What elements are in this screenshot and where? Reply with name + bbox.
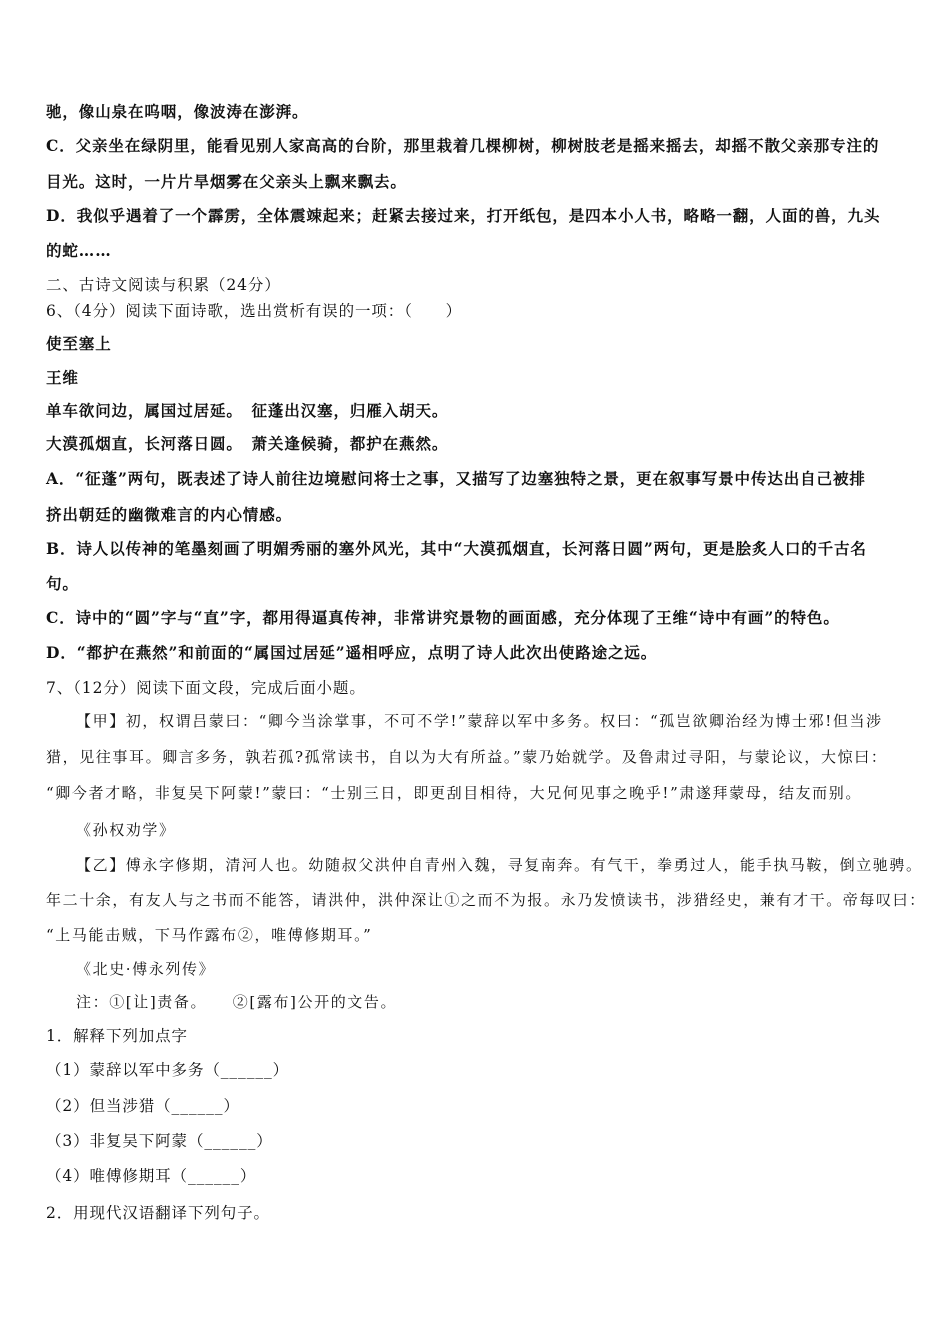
option-d-line: 的蛇…… (46, 241, 112, 260)
annotation-note: 注：①[让]责备。 ②[露布]公开的文告。 (76, 993, 398, 1011)
option-c-line: C．诗中的“圆”字与“直”字，都用得逼真传神，非常讲究景物的画面感，充分体现了王维“诗中有画”的特色。 (46, 608, 840, 627)
paragraph-line: 驰，像山泉在呜咽，像波涛在澎湃。 (46, 102, 309, 121)
question-7-prompt: 7、（12分）阅读下面文段，完成后面小题。 (46, 679, 366, 697)
poem-title: 使至塞上 (46, 334, 112, 353)
option-b-line: B．诗人以传神的笔墨刻画了明媚秀丽的塞外风光，其中“大漠孤烟直，长河落日圆”两句，更是脍炙人口的千古名 (46, 539, 867, 558)
subquestion-1-item: （2）但当涉猎（______） (46, 1097, 240, 1115)
subquestion-1-item: （3）非复吴下阿蒙（______） (46, 1132, 273, 1150)
question-6-prompt: 6、（4分）阅读下面诗歌，选出赏析有误的一项：（ ） (46, 302, 463, 320)
option-d-line: D．“都护在燕然”和前面的“属国过居延”遥相呼应，点明了诗人此次出使路途之远。 (46, 643, 658, 662)
passage-jia-line: “卿今者才略，非复吴下阿蒙!”蒙曰：“士别三日，即更刮目相待，大兄何见事之晚乎!”肃遂拜蒙母，结友而别。 (46, 784, 862, 802)
option-c-line: 目光。这时，一片片旱烟雾在父亲头上飘来飘去。 (46, 172, 407, 191)
subquestion-1-item: （1）蒙辞以军中多务（______） (46, 1061, 290, 1079)
passage-jia-line: 【甲】初，权谓吕蒙曰：“卿今当涂掌事，不可不学!”蒙辞以军中多务。权曰：“孤岂欲卿治经为博士邪!但当涉 (76, 712, 883, 730)
passage-jia-source: 《孙权劝学》 (76, 821, 176, 839)
option-b-line: 句。 (46, 574, 79, 593)
passage-yi-source: 《北史·傅永列传》 (76, 960, 216, 978)
option-a-line: A．“征蓬”两句，既表述了诗人前往边境慰问将士之事，又描写了边塞独特之景，更在叙事写景中传达出自己被排 (46, 469, 866, 488)
section-heading: 二、古诗文阅读与积累（24分） (46, 276, 281, 294)
subquestion-2: 2．用现代汉语翻译下列句子。 (46, 1204, 270, 1222)
passage-yi-line: 【乙】傅永字修期，清河人也。幼随叔父洪仲自青州入魏，寻复南奔。有气干，拳勇过人，能手执马鞍，倒立驰骋。 (76, 856, 923, 874)
passage-yi-line: 年二十余，有友人与之书而不能答，请洪仲，洪仲深让①之而不为报。永乃发愤读书，涉猎经史，兼有才干。帝每叹曰： (46, 891, 926, 909)
passage-jia-line: 猎，见往事耳。卿言多务，孰若孤?孤常读书，自以为大有所益。”蒙乃始就学。及鲁肃过寻阳，与蒙论议，大惊曰： (46, 748, 888, 766)
subquestion-1-item: （4）唯傅修期耳（______） (46, 1167, 257, 1185)
passage-yi-line: “上马能击贼，下马作露布②，唯傅修期耳。” (46, 926, 373, 944)
poem-line: 单车欲问边，属国过居延。 征蓬出汉塞，归雁入胡天。 (46, 401, 449, 420)
option-d-line: D．我似乎遇着了一个霹雳，全体震竦起来；赶紧去接过来，打开纸包，是四本小人书，略略一翻，人面的兽，九头 (46, 206, 881, 225)
option-a-line: 挤出朝廷的幽微难言的内心情感。 (46, 505, 293, 524)
option-c-line: C．父亲坐在绿阴里，能看见别人家高高的台阶，那里栽着几棵柳树，柳树肢老是摇来摇去，却摇不散父亲那专注的 (46, 136, 880, 155)
poem-line: 大漠孤烟直，长河落日圆。 萧关逢候骑，都护在燕然。 (46, 434, 449, 453)
poem-author: 王维 (46, 368, 79, 387)
subquestion-1: 1．解释下列加点字 (46, 1027, 188, 1045)
